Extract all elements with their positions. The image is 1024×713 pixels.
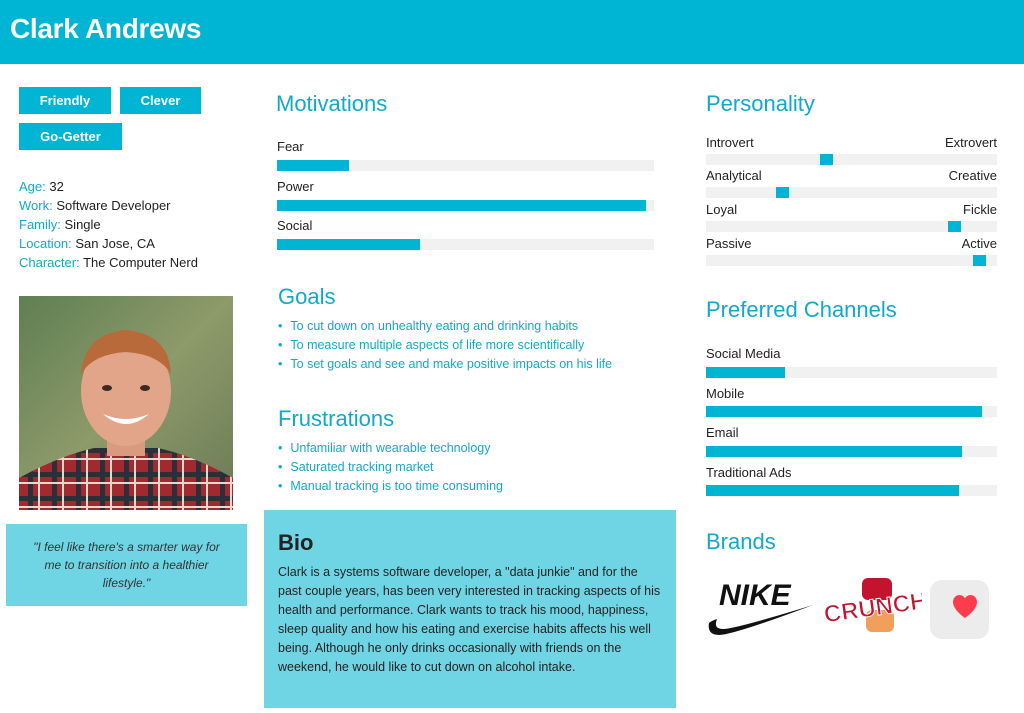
personality-right-label: Extrovert xyxy=(944,135,997,150)
motivation-label-fear: Fear xyxy=(277,139,304,154)
motivation-track-social xyxy=(277,239,654,250)
nike-swoosh-icon xyxy=(705,575,815,637)
personality-left-label: Passive xyxy=(706,236,752,251)
personality-track-analytical-creative xyxy=(706,187,997,198)
channel-label-social-media: Social Media xyxy=(706,346,781,361)
tag-friendly: Friendly xyxy=(19,87,111,114)
channel-label-email: Email xyxy=(706,425,739,440)
fact-character: Character: The Computer Nerd xyxy=(19,255,198,270)
personality-right-label: Fickle xyxy=(963,202,997,217)
personality-marker xyxy=(776,187,789,198)
personality-left-label: Analytical xyxy=(706,168,762,183)
motivation-fill-social xyxy=(277,239,420,250)
frustration-item: • Saturated tracking market xyxy=(278,458,503,477)
channel-track-mobile xyxy=(706,406,997,417)
nike-logo xyxy=(705,575,815,637)
crunch-logo xyxy=(822,576,922,638)
motivation-track-power xyxy=(277,200,654,211)
channel-fill-social-media xyxy=(706,367,785,378)
header-bar xyxy=(0,0,1024,64)
channel-fill-email xyxy=(706,446,962,457)
frustration-item: • Manual tracking is too time consuming xyxy=(278,477,503,496)
frustrations-title: Frustrations xyxy=(278,406,395,431)
crunch-fist-icon xyxy=(822,576,922,638)
channel-fill-traditional-ads xyxy=(706,485,959,496)
persona-facts xyxy=(19,177,198,272)
tag-go-getter: Go-Getter xyxy=(19,123,122,150)
bio-panel xyxy=(264,510,676,708)
persona-photo xyxy=(19,296,233,510)
goals-title: Goals xyxy=(278,284,336,309)
fact-family: Family: Single xyxy=(19,217,101,232)
personality-title: Personality xyxy=(706,91,815,116)
personality-left-label: Loyal xyxy=(706,202,738,217)
brands-title: Brands xyxy=(706,529,776,554)
personality-marker xyxy=(948,221,961,232)
health-app-logo xyxy=(930,580,989,639)
frustrations-list xyxy=(278,439,503,496)
personality-right-label: Creative xyxy=(948,168,997,183)
tag-clever: Clever xyxy=(120,87,201,114)
personality-track-loyal-fickle xyxy=(706,221,997,232)
motivation-fill-fear xyxy=(277,160,349,171)
channels-title: Preferred Channels xyxy=(706,297,897,322)
motivation-track-fear xyxy=(277,160,654,171)
goal-item: • To measure multiple aspects of life more scientifically xyxy=(278,336,612,355)
avatar xyxy=(19,296,233,510)
nike-wordmark: NIKE xyxy=(719,579,791,612)
personality-track-passive-active xyxy=(706,255,997,266)
personality-track-introvert-extrovert xyxy=(706,154,997,165)
channel-track-email xyxy=(706,446,997,457)
personality-marker xyxy=(973,255,986,266)
fact-work: Work: Software Developer xyxy=(19,198,171,213)
health-heart-icon xyxy=(930,580,989,639)
channel-label-mobile: Mobile xyxy=(706,386,745,401)
motivations-title: Motivations xyxy=(276,91,388,116)
crunch-wordmark: CRUNCH xyxy=(822,587,922,629)
persona-quote: "I feel like there's a smarter way for me to transition into a healthier lifestyle." xyxy=(6,524,247,606)
channel-track-social-media xyxy=(706,367,997,378)
fact-location: Location: San Jose, CA xyxy=(19,236,155,251)
motivation-label-social: Social xyxy=(277,218,313,233)
goal-item: • To cut down on unhealthy eating and drinking habits xyxy=(278,317,612,336)
bio-title: Bio xyxy=(278,530,314,555)
personality-left-label: Introvert xyxy=(706,135,754,150)
fact-age: Age: 32 xyxy=(19,179,64,194)
personality-right-label: Active xyxy=(961,236,997,251)
motivation-label-power: Power xyxy=(277,179,314,194)
motivation-fill-power xyxy=(277,200,646,211)
channel-fill-mobile xyxy=(706,406,982,417)
persona-name: Clark Andrews xyxy=(10,13,202,44)
goal-item: • To set goals and see and make positive impacts on his life xyxy=(278,355,612,374)
channel-label-traditional-ads: Traditional Ads xyxy=(706,465,792,480)
goals-list xyxy=(278,317,612,374)
frustration-item: • Unfamiliar with wearable technology xyxy=(278,439,503,458)
channel-track-traditional-ads xyxy=(706,485,997,496)
personality-marker xyxy=(820,154,833,165)
bio-text: Clark is a systems software developer, a "data junkie" and for the past couple years, has been very interested in tracking aspects of his health and performance. Clark wants to track his mood, happiness, sleep quality and how his eating and exercise habits affects his well being. Although he only drinks occasionally with friends on the weekend, he would like to cut down on alcohol intake. xyxy=(278,565,661,674)
